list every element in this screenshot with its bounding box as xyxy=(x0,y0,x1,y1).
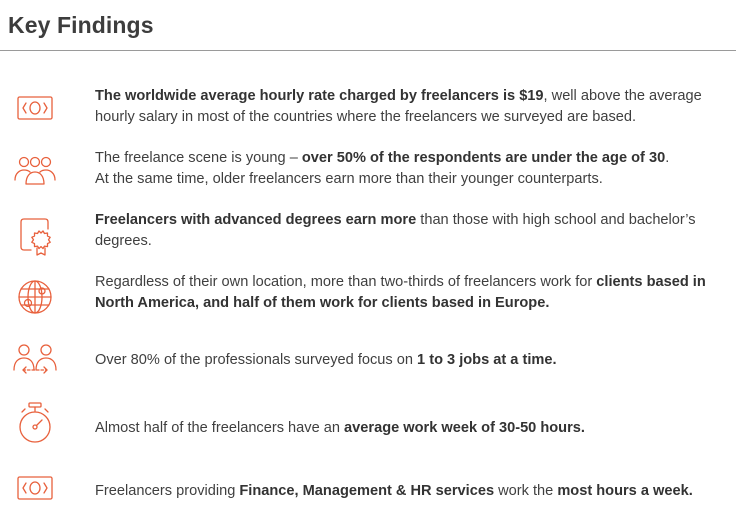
finding-text-run: Over 80% of the professionals surveyed focus on xyxy=(95,352,418,368)
finding-text-run: At the same time, older freelancers earn more than their younger counterparts. xyxy=(95,171,603,187)
finding-text-run: Regardless of their own location, more than two-thirds of freelancers work for xyxy=(95,274,597,290)
finding-text xyxy=(95,86,731,128)
finding-text-run: Almost half of the freelancers have an xyxy=(95,420,345,436)
finding-text-run: than those with high school and bachelor’s degrees. xyxy=(95,212,696,249)
certificate-icon xyxy=(12,212,58,258)
title-divider xyxy=(0,50,736,51)
people-exchange-icon xyxy=(12,340,58,386)
page-title: Key Findings xyxy=(8,12,154,38)
finding-text xyxy=(95,418,731,439)
finding-text-run: work the xyxy=(494,483,558,499)
finding-text-run: , well above the average hourly salary in most of the countries where the freelancers we surveyed are based. xyxy=(95,88,702,125)
money-bill-icon xyxy=(12,466,58,512)
finding-text xyxy=(95,481,731,502)
finding-highlight: Freelancers with advanced degrees earn more xyxy=(95,212,417,228)
finding-highlight: clients based in North America, and half of them work for clients based in Europe. xyxy=(95,274,706,311)
people-group-icon xyxy=(12,150,58,196)
finding-text xyxy=(95,350,731,371)
finding-highlight: average work week of 30-50 hours. xyxy=(344,420,585,436)
finding-highlight: over 50% of the respondents are under the age of 30 xyxy=(301,150,666,166)
finding-highlight: most hours a week. xyxy=(557,483,693,499)
finding-text-run: Freelancers providing xyxy=(95,483,240,499)
finding-text xyxy=(95,148,731,190)
finding-text-run: The freelance scene is young – xyxy=(95,150,302,166)
finding-text xyxy=(95,272,731,314)
stopwatch-icon xyxy=(12,400,58,446)
finding-text xyxy=(95,210,731,252)
globe-icon xyxy=(12,274,58,320)
finding-text-run: . xyxy=(665,150,670,166)
finding-highlight: 1 to 3 jobs at a time. xyxy=(417,352,557,368)
finding-highlight: Finance, Management & HR services xyxy=(239,483,495,499)
money-bill-icon xyxy=(12,86,58,132)
finding-highlight: The worldwide average hourly rate charged by freelancers is $19 xyxy=(95,88,544,104)
